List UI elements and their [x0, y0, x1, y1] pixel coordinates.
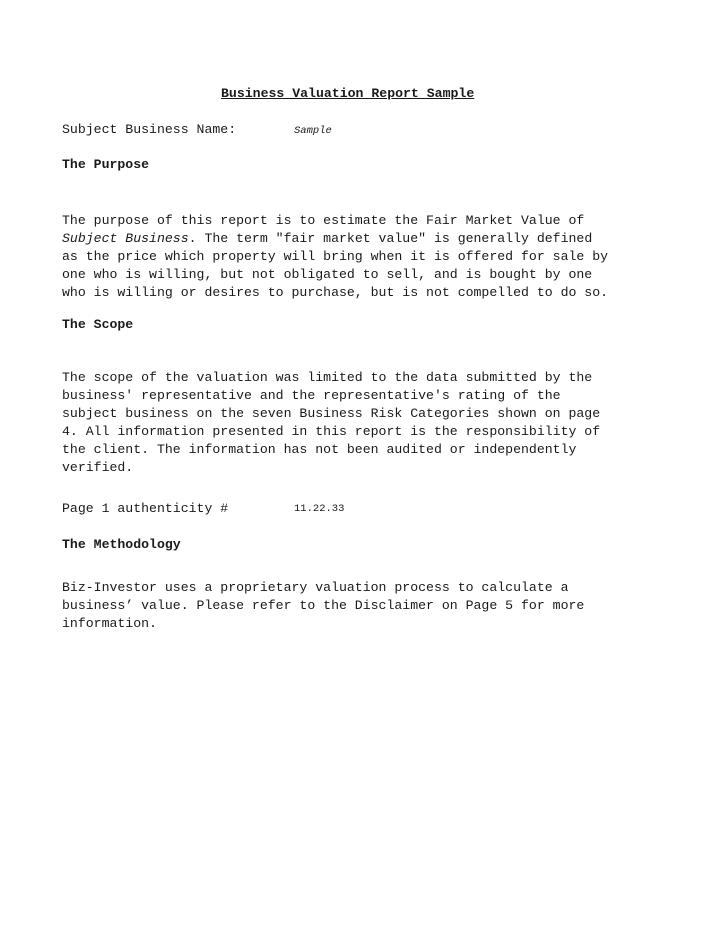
scope-line-4: 4. All information presented in this report is the responsibility of [62, 424, 601, 439]
methodology-line-2: business’ value. Please refer to the Disclaimer on Page 5 for more [62, 598, 585, 613]
scope-line-3: subject business on the seven Business Risk Categories shown on page [62, 406, 601, 421]
scope-line-1: The scope of the valuation was limited to the data submitted by the [62, 370, 593, 385]
authenticity-label: Page 1 authenticity # [62, 501, 229, 516]
scope-line-2: business' representative and the representative's rating of the [62, 388, 561, 403]
subject-business-label: Subject Business Name: [62, 122, 237, 137]
purpose-line-2 [62, 230, 662, 248]
methodology-line-1: Biz-Investor uses a proprietary valuation process to calculate a [62, 580, 569, 595]
purpose-paragraph [62, 212, 662, 302]
purpose-line-2-rest: . The term "fair market value" is generally defined [188, 231, 593, 246]
methodology-paragraph [62, 579, 662, 633]
purpose-line-5: who is willing or desires to purchase, but is not compelled to do so. [62, 285, 609, 300]
methodology-line-3: information. [62, 616, 157, 631]
purpose-heading: The Purpose [62, 157, 150, 172]
purpose-line-4: one who is willing, but not obligated to sell, and is bought by one [62, 267, 593, 282]
purpose-line-1: The purpose of this report is to estimate the Fair Market Value of [62, 213, 585, 228]
scope-line-6: verified. [62, 460, 134, 475]
scope-line-5: the client. The information has not been audited or independently [62, 442, 577, 457]
purpose-line-3: as the price which property will bring when it is offered for sale by [62, 249, 609, 264]
scope-paragraph [62, 369, 662, 477]
scope-heading: The Scope [62, 317, 134, 332]
authenticity-value: 11.22.33 [294, 503, 345, 515]
document-title: Business Valuation Report Sample [221, 86, 475, 101]
subject-business-reference: Subject Business [62, 231, 189, 246]
methodology-heading: The Methodology [62, 537, 181, 552]
subject-business-value: Sample [294, 125, 332, 137]
